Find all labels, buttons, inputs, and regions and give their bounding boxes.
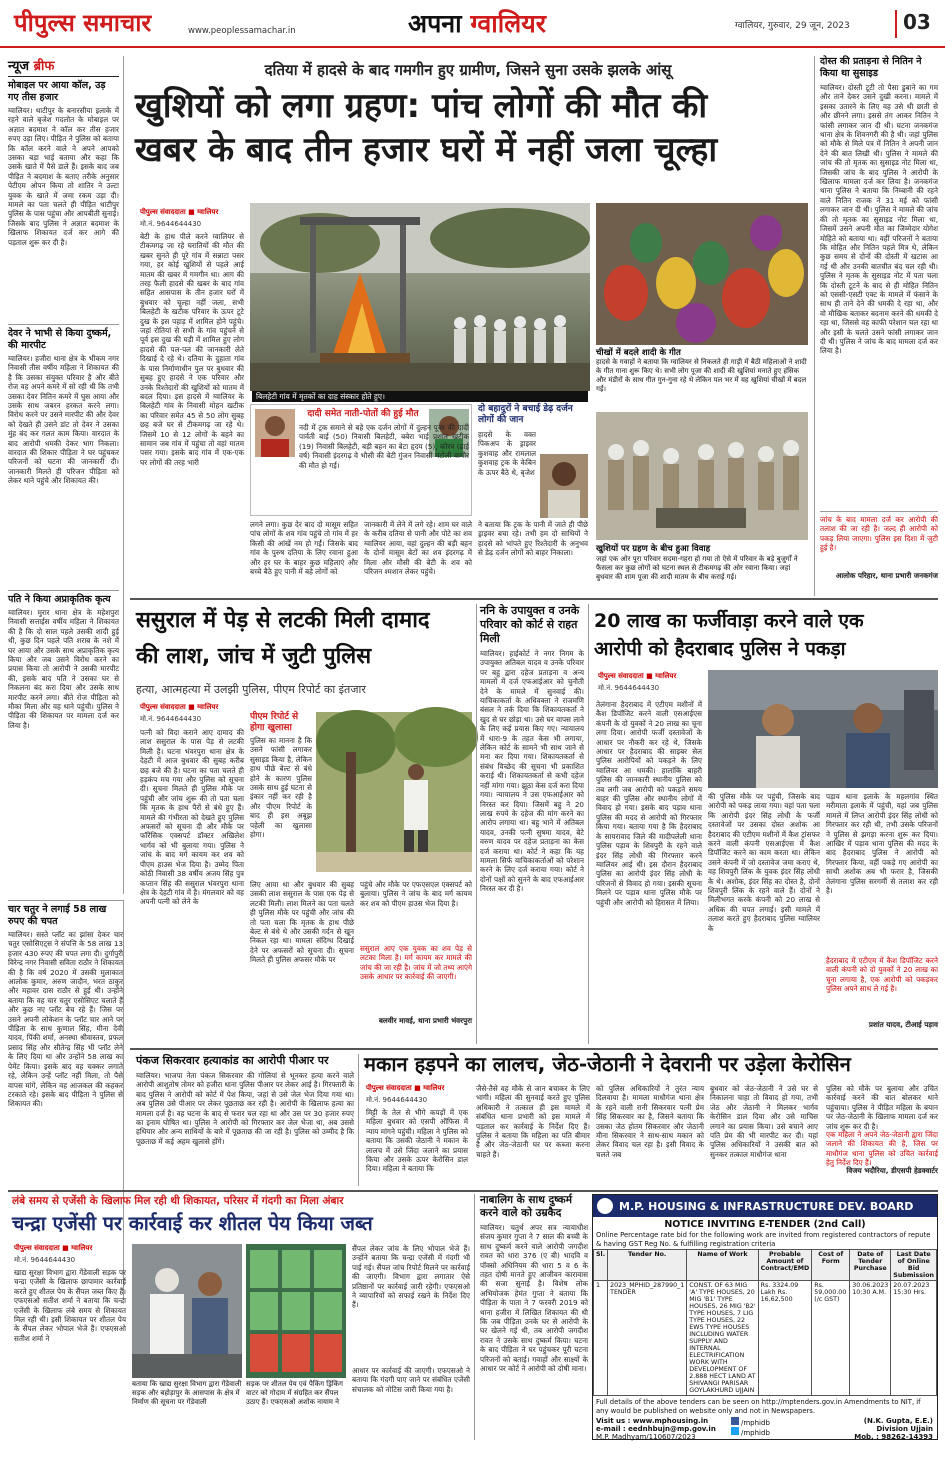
kerosene-body-col5: पुलिस को मौके पर बुलाया और उचित कार्रवाई करने की बात बोलकर थाने पहुंचाया। पुलिस ने पीड़ित महिला के बयान पर जेठ-जेठानी के खिलाफ मामला दर्ज कर जांच शुरू कर दी है। bbox=[826, 1084, 938, 1131]
officer-name: (N.K. Gupta, E.E.) bbox=[863, 1417, 933, 1425]
fraud-mobile: मो.नं. 9644644430 bbox=[598, 684, 660, 692]
wedding-women-caption-head: चीखों में बदले शादी के गीत bbox=[596, 348, 681, 358]
news-brief-label bbox=[8, 56, 119, 77]
fraud-quote-text: हैदराबाद में एटीएम में कैश डिपॉजिट करने वाली कंपनी को दो युवकों ने 20 लाख का चूना लगाया है, एक आरोपी को पकड़कर पुलिस अपने साथ ले गई है। bbox=[826, 956, 938, 994]
tender-intro: Online Percentage rate bid for the following work are invited from registered contractors of repute & having GST Reg No. & fulfilling registration criteria bbox=[596, 1231, 931, 1248]
brief-item bbox=[8, 324, 119, 586]
fraud-body-col3: पड़ाव थाना इलाके के महलगांव स्थित मरीमाता इलाके में पहुंची, यहां जब पुलिस मामले में लिप्त आरोपी इंदर सिंह लोधी को गिरफ्तार कर रही थी, तभी उसके परिजनों ने पुलिस से झगड़ा करना शुरू कर दिया। आखिर में पड़ाव थाना पुलिस की मदद के बाद हैदराबाद पुलिस ने आरोपी को गिरफ्तार किया, वहीं पकड़े गए आरोपी का साथी अशोक अब भी फरार है, जिसकी तेलंगाना पुलिस सरगर्मी से तलाश कर रही है। bbox=[826, 792, 938, 896]
lead-headline-1: खुशियों को लगा ग्रहण: पांच लोगों की मौत की bbox=[135, 86, 708, 126]
horizontal-rule-1 bbox=[130, 598, 938, 600]
brief-item-4 bbox=[8, 900, 124, 1300]
agency-kicker: लंबे समय से एजेंसी के खिलाफ मिल रही थी शिकायत, परिसर में गंदगी का मिला अंबार bbox=[12, 1195, 344, 1207]
page-number: 03 bbox=[895, 10, 935, 38]
hanging-headline-2: की लाश, जांच में जुटी पुलिस bbox=[136, 644, 372, 669]
lead-byline: पीपुल्स संवाददाता ■ ग्वालियर bbox=[140, 208, 219, 216]
facebook-icon bbox=[731, 1417, 739, 1425]
brief-body: ग्वालियर। मुरार थाना क्षेत्र के महेशपुरा निवासी सत्ताईस वर्षीय महिला ने शिकायत की है कि दो साल पहले उसकी शादी हुई थी, कुछ दिन पहले पति शराब के नशे में घर आया और उसके साथ अप्राकृतिक कृत्य किया और जब उसने विरोध करने का प्रयास किया तो आरोपी ने उसकी मारपीट की, इसके बाद पति ने उसका घर से निकलना बंद करा दिया और उसके साथ मारपीट करने लगा। बीते रोज पीड़िता को मौका मिला और वह थाने पहुंची। पुलिस ने पीड़िता की शिकायत पर मामला दर्ज कर लिया है। bbox=[8, 608, 119, 730]
minor-rule bbox=[474, 1194, 475, 1440]
hanging-byline: पीपुल्स संवाददाता ■ ग्वालियर bbox=[140, 703, 219, 711]
cell-sl: 1 bbox=[594, 1281, 608, 1396]
fraud-quote-attribution: प्रशांत यादव, टीआई पड़ाव bbox=[868, 1020, 938, 1029]
cremation-scene-image bbox=[250, 203, 590, 391]
wedding-women-photo bbox=[596, 203, 808, 345]
officer-division: Division Ujjain bbox=[876, 1425, 933, 1433]
tender-notice-title: NOTICE INVITING E-TENDER (2nd Call) bbox=[664, 1219, 866, 1230]
kerosene-body-col3: को पुलिस अधिकारियों ने तुरंत न्याय दिलवाया है। मामला माधौगंज थाना क्षेत्र के रहने वाली रानी सिकरवार पत्नी प्रेम सिंह सिकरवार का है, जिसने बताया कि उसका जेठ होतम सिकरवार और जेठानी मीना सिकरवार ने साथ-साथ मकान को लेकर विवाद चल रहा है। इसी विवाद के चलते जब bbox=[596, 1084, 704, 1159]
arrest-photo bbox=[708, 670, 938, 788]
twitter-link[interactable] bbox=[731, 1427, 770, 1437]
hanging-quote-text: ससुराल आए एक युवक का शव पेड़ से लटका मिला है। मर्ग कायम कर मामले की जांच की जा रही है। जांच में जो तथ्य आएंगे उसके आधार पर कार्रवाई की जाएगी। bbox=[360, 944, 472, 982]
right-column-rule bbox=[814, 56, 815, 596]
grandmother-sidebar-body: नदी में ट्रक समाने से बहे एक दर्जन लोगों में दुल्हन पूजा की दादी पार्वती बाई (50) निवासी बिलहेटी, बबेरा भाई प्रशांत खटीक (19) निवासी बिलहेटी, बड़ी बहन का बेटा हृदय (5), कोरव (ढाई वर्ष) निवासी इंदरगढ़ वे भौसी की बेटी गुंजन निवासी मटोली बामौर की मौत हो गई। bbox=[299, 423, 469, 470]
grandmother-sidebar-headline: दादी समेत नाती-पोतों की हुई मौत bbox=[307, 409, 419, 419]
lead-headline-2: खबर के बाद तीन हजार घरों में नहीं जला चूल्हा bbox=[135, 130, 718, 170]
mourning-women-image bbox=[596, 203, 808, 345]
agency-photo-2 bbox=[246, 1244, 346, 1378]
tender-visit[interactable]: Visit us : www.mphousing.in bbox=[596, 1417, 709, 1425]
news-brief-column bbox=[8, 56, 124, 894]
lead-body-col1: बेटी के हाथ पीले करने ग्वालियर से टीकमगढ़ जा रहे घरातियों की मौत की खबर सुनते ही पूरे गांव में सन्नाटा पसर गया, हर कोई खुशियों से पहले आई मातम की खबर में गमगीन था। आग की तरह फैली हादसे की खबर के बाद गांव सहित आसपास के तीन हजार घरों में बुधवार को चूल्हा नहीं जला, सभी बिलहेटी के खटीक परिवार के ऊपर टूटे दुख के इस पहाड़ में शामिल होने पहुंचे। जहां रोतियां से सभी के गांव पहुंचने से पूर्व इस दुख की घड़ी में शामिल हुए लोग हादसे की पल-पल की जानकारी लेते दिखाई दे रहे थे। दतिया के दुहाता गांव के पास निर्माणाधीन पुल पर बुधवार की सुबह हुए हादसे ने एक परिवार और उनके रिश्तेदारों की खुशियों को मातम में बदल दिया। इस हादसे में ग्वालियर के बिलहेटी गांव के निवासी मोहन खटीक का परिवार समेत 45 से 50 लोग सुबह छह बजे घर से टीकमगढ़ जा रहे थे। जिसमें 10 से 12 लोगों के बहने का सामान जब गांव में पहुंचा तो वहां मातम पसर गया। इसके बाद गांव में एक-एक घर लोगों की तरह भारी bbox=[140, 232, 244, 467]
fraud-quote bbox=[826, 956, 938, 1044]
paper-name: पीपुल्स समाचार bbox=[14, 8, 152, 37]
friend-harassment-callout bbox=[820, 511, 938, 591]
col-header: Sl. bbox=[594, 1250, 608, 1281]
hanging-quote bbox=[360, 944, 472, 1044]
tender-board-banner bbox=[593, 1195, 937, 1217]
section-prefix: अपना bbox=[408, 9, 462, 38]
fraud-body-col1: तेलंगाना हैदराबाद में एटीएम मशीनों में कैश डिपॉजिट करने वाली एसआईएस कंपनी के दो युवकों ने 20 लाख का चूना लगा दिया। आरोपी फर्जी दस्तावेजों के आधार पर नौकरी कर रहे थे, जिसके आधार पर हैदराबाद की साइबर सेल पुलिस आरोपियों को पकड़ने के लिए ग्वालियर आ धमकी। हालांकि बाहरी पुलिस की जानकारी स्थानीय पुलिस को तब लगी जब आरोपी को पकड़ने समय बाहर की पुलिस और स्थानीय लोगों में विवाद हो गया। इसके बाद पड़ाव थाना पुलिस की मदद से आरोपी को गिरफ्तार किया गया। बताया गया है कि हैदराबाद के सायरावाद जिले की मादीपलेली थाना पुलिस पड़ाव के शिवपुरी के रहने वाले इंदर सिंह लोधी की गिरफ्तार करने ग्वालियर आई थी। इस दौरान हैदराबाद पुलिस का आरोपी इंदर सिंह लोधी के परिजनों से विवाद हो गया। इसकी सूचना मिलने पर पड़ाव थाना पुलिस मौके पर पहुंची और आरोपी को हिरासत में लिया। bbox=[596, 700, 702, 907]
brief-item bbox=[8, 80, 119, 320]
website[interactable]: www.peoplessamachar.in bbox=[188, 26, 296, 36]
col-header: Tender No. bbox=[608, 1250, 687, 1281]
agency-photo-1 bbox=[132, 1244, 242, 1378]
minor-headline: नाबालिग के साथ दुष्कर्म करने वाले को उम्रकैद bbox=[480, 1194, 572, 1219]
minor-body: ग्वालियर। चतुर्थ अपर सत्र न्यायाधीश संजय कुमार गुप्ता ने 7 साल की बच्ची के साथ दुष्कर्म करने वाले आरोपी जगदीश रावत को धारा 376 (ए बी) भादवि व पॉक्सो अधिनियम की धारा 5 व 6 के तहत दोषी मानते हुए आजीवन कारावास की सजा सुनाई है। विशेष लोक अभियोजक हेमंत गुप्ता ने बताया कि पीड़िता के पाता ने 7 फरवरी 2019 को थाना हजीरा में लिखित शिकायत की थी कि जब पीड़िता उनके घर से आरोपी के घर खेलने गई थी, तब आरोपी जगदीश रावत ने उसके साथ दुष्कर्म किया। घटना के बाद पीड़िता ने घर पहुंचकर पूरी घटना परिजनों को बताई। गवाहों और साक्ष्यों के आधार पर कोर्ट ने आरोपी को दोषी माना। bbox=[480, 1223, 588, 1374]
wedding-crowd-photo bbox=[596, 412, 808, 540]
tender-board-name: M.P. HOUSING & INFRASTRUCTURE DEV. BOARD bbox=[619, 1199, 914, 1213]
masthead bbox=[0, 0, 945, 48]
news-brief-label-a: न्यूज bbox=[8, 59, 30, 74]
agency-byline: पीपुल्स संवाददाता ■ ग्वालियर bbox=[14, 1244, 93, 1252]
brief-body: ग्वालियर। हजीरा थाना क्षेत्र के भीकम नगर निवासी तीस वर्षीय महिला ने शिकायत की है कि उसका संयुक्त परिवार है और बीते रोज वह अपने कमरे में सो रही थी कि तभी उसका देवर नितिन कमरे में घुस आया और उसके साथ जबरन हरकत करने लगा। विरोध करने पर उसने मारपीट की और देवर को देखते ही उसने डांट तो देवर ने उसका मुंह बंद कर गलत काम किया। वारदात के बाद आरोपी धमकी देकर भाग निकला। वारदात की शिकार पीड़िता ने घर पहुंचकर परिजनों को घटना की जानकारी दी। जानकारी मिलते ही परिजन पीड़िता को लेकर थाने पहुंचे और शिकायत की। bbox=[8, 354, 119, 486]
friend-harassment-body: ग्वालियर। दोस्ती टूटी तो पैसा डुबाने का गम और ताने देकर उसने दुखी करना। मामले में इसका उतारने के लिए वह उसे थी छाती से और छीनने लगा। इससे तंग आकर नितिन ने फांसी लगाकर जान दी थी। घटना जनकगंज थाना क्षेत्र के शिवनगरी की है थी। जहां पुलिस को मौके से मिले पत्र में नितिन ने अपनी जान देने की बात लिखी थी। पुलिस ने मामले की जांच की तो मृतक का सुसाइड नोट मिला था, जिसकी जांच के बाद पुलिस ने आरोपी के खिलाफ मामला दर्ज कर लिया है। जनकगंज थाना पुलिस ने बताया कि निम्बानी की रहने वाले नितिन राजक ने 31 मई को फांसी लगाकर जान दी थी। पुलिस ने मामले की जांच की तो मृतक का सुसाइड नोट मिला था, जिसमें उसने अपनी मौत का जिम्मेदार योगेश मोहिते को बताया था। वहीं परिजनों ने बताया कि मोहित और नितिन पहले मित्र थे, लेकिन कुछ समय से दोनों की दोस्ती में खटास आ गई थी और उनकी बातचीत बंद चल रही थी। पुलिस ने मृतक के सुसाइड नोट में पता चला कि दोस्ती टूटने के बाद से ही मोहित नितिन को एससी-एसटी एक्ट के मामले में फंसाने के साथ ही ताने देने की धमकी दे रहा था, और वो मौखिक बताकर बदनाम करने की धमकी दे रहा था, जिससे वह काफी परेशान चल रहा था और इसी के चलते उसने फांसी लगाकर जान दी थी। पुलिस ने जांच के बाद मामला दर्ज कर लिया है। bbox=[820, 83, 938, 356]
friend-harassment-headline: दोस्त की प्रताड़ना से नितिन ने किया था सुसाइड bbox=[820, 56, 922, 79]
brief-headline: देवर ने भाभी से किया दुष्कर्म, की मारपीट bbox=[8, 328, 112, 351]
hanging-body-col2: लिए आया था और बुधवार की सुबह उसकी लाश ससुराल के पास एक पेड़ से लटकी मिली। लाश मिलने का पता चलते ही पुलिस मौके पर पहुंची और जांच की तो पता चला कि मृतक के हाथ पीछे बेल्ट से बंधे थे और उसकी गर्दन से खून निकल रहा था। मामला संदिग्ध दिखाई देने पर अफसरों को सूचना दी। सूचना मिलते ही पुलिस अफसर मौके पर bbox=[250, 880, 354, 965]
brave-sidebar-sidetext: हादसे के वक्त पिकअप के ड्राइवर कुशवाह और रामलाल कुशवाह ट्रक के केबिन के ऊपर बैठे थे, बृजेश bbox=[478, 430, 536, 477]
agency-mobile: मो.नं. 9644644430 bbox=[14, 1256, 76, 1264]
pankaj-rule bbox=[358, 1054, 359, 1186]
hanging-body-col3: पहुंचे और मौके पर एफएसएल एक्सपर्ट को बुलाया। पुलिस ने जांच के बाद मर्ग कायम कर शव को पीएम हाउस भेज दिया है। bbox=[360, 880, 472, 908]
hanging-subhead: हत्या, आत्महत्या में उलझी पुलिस, पीएम रिपोर्ट का इंतजार bbox=[136, 683, 366, 696]
facebook-link[interactable] bbox=[731, 1417, 770, 1427]
tender-social bbox=[731, 1417, 770, 1437]
nani-body: ग्वालियर। हाईकोर्ट ने नगर निगम के उपायुक्त अतिबल यादव व उनके परिवार पर बहु द्वारा दहेज प्रताड़ना व अन्य मामलों में दर्ज एफआईआर को चुनौती देने के मामले में सुनवाई की। याचिकाकर्ता के अधिवक्ता ने राजमणि बंसल ने तर्क दिया कि शिकायतकर्ता ने खुद से घर छोड़ा था। उसे घर वापस लाने के लिए कई प्रयास किए गए। न्यायालय में धारा-9 के तहत केस भी लगाया, लेकिन कोर्ट के सामने भी साथ जाने से मना कर दिया गया। शिकायतकर्ता से संबंध विच्छेद की सूचना भी प्रकाशित कराई थी। शिकायतकर्ता से कभी दहेज नहीं मांगा गया। झूठा केस दर्ज करा दिया गया। न्यायालय ने उस एफआईआर को निरस्त कर दिया। जिसमें बहु ने 20 लाख रुपये के दहेज की मांग करने का आरोप लगाया था। बहु भाने में अतिबल यादव, उनकी पत्नी सुषमा यादव, बेटे वरुण यादव पर दहेज प्रताड़ना का केस दर्ज कराया था। कोर्ट ने कहा कि यह मामला सिर्फ याचिकाकर्ताओं को परेशान करने के लिए दर्ज कराया गया। कोर्ट ने दोनों पक्षों को सुनने के बाद एफआईआर निरस्त कर दी है। bbox=[480, 649, 584, 894]
brave-sidebar-body: ने बताया कि ट्रक के पानी में जाते ही पीछे ड्राइवर बचा रहे। तभी हम दो साथियों ने हादसे को भांपते हुए रिश्तेदारी के अनुभव से डेढ़ दर्जन लोगों को बाहर निकाला। bbox=[478, 520, 588, 558]
brave-sidebar bbox=[478, 404, 590, 586]
agency-body-col2: सैंपल लेकर जांच के लिए भोपाल भेजे हैं। उन्होंने बताया कि चन्द्रा एजेंसी में गंदगी भी पाई गई। सैंपल जांच रिपोर्ट मिलने पर कार्रवाई की जाएगी। विभाग द्वारा लगातार ऐसे प्रतिष्ठानों पर कार्रवाई जारी रहेगी। एफएसओ ने व्यापारियों को सफाई रखने के निर्देश दिए हैं। bbox=[352, 1244, 470, 1310]
grandmother-sidebar bbox=[250, 404, 472, 516]
twitter-icon bbox=[731, 1427, 739, 1435]
brief-headline: मोबाइल पर आया कॉल, उड़ गए तीस हजार bbox=[8, 80, 106, 103]
hanging-headline-1: ससुराल में पेड़ से लटकी मिली दामाद bbox=[136, 608, 430, 633]
cell-form-cost: Rs. 59,000.00 (/c GST) bbox=[812, 1281, 850, 1396]
horizontal-rule-3 bbox=[8, 1190, 938, 1192]
kerosene-body-col1: मिट्टी के तेल से भीगे कपड़ों में एक महिला बुधवार को एसपी ऑफिस में न्याय मांगने पहुंची। महिला ने पुलिस को बताया कि उसकी जेठानी ने मकान के लालच में उसे जिंदा जलाने का प्रयास किया और उसके ऊपर केरोसिन डाल दिया। महिला ने बताया कि bbox=[366, 1108, 468, 1174]
lead-body-col3: जानकारी में लेने में लगे रहे। शाम घर वाले के करीब दतिया से पानी और पोटे का शव ग्वालियर आया, वहां दुल्हन की बड़ी बहन के दोनों मासूम बेटों का शव इंदरगढ़ में मिला और मौसी की बेटी के शव को परिजन श्मशान लेकर पहुंचे। bbox=[364, 520, 472, 577]
col-header: Last Date of Online Bid Submission bbox=[891, 1250, 937, 1281]
pm-report-headline: पीएम रिपोर्ट से होगा खुलासा bbox=[250, 712, 299, 733]
kerosene-quote-text: एक महिला ने अपने जेठ-जेठानी द्वारा जिंदा जलाने की शिकायत की है, जिस पर माधौगंज थाना पुलिस को उचित कार्रवाई हेतु निर्देश दिए हैं। bbox=[826, 1130, 938, 1168]
fraud-headline-2: आरोपी को हैदराबाद पुलिस ने पकड़ा bbox=[594, 638, 846, 660]
fraud-headline-1: 20 लाख का फर्जीवाड़ा करने वाले एक bbox=[594, 610, 864, 632]
brief-headline: पति ने किया अप्राकृतिक कृत्य bbox=[8, 594, 111, 605]
section-city: ग्वालियर bbox=[470, 9, 546, 38]
agency-body-col3: आधार पर कार्रवाई की जाएगी। एफएसओ ने बताया कि गंदगी पाए जाने पर संबंधित एजेंसी संचालक को नोटिस जारी किया गया है। bbox=[352, 1366, 470, 1394]
fraud-body-col2: की पुलिस मौके पर पहुंची, जिसके बाद आरोपी को पकड़ लाया गया। वहां पता चला कि आरोपी इंदर सिंह लोधी के फर्जी दस्तावेजों पर उसका दोस्त अशोक आ हैदराबाद की एटीएम मशीनों में कैश ट्रांसफर करने वाली कंपनी एसआईएस में कैश डिपॉजिट करने का काम करता था। लेकिन उसने कंपनी में जो दस्तावेज जमा कराए थे, वह शिवपुरी लिंक के युवक इंदर सिंह लोधी के थे। अशोक, इंदर सिंह का दोस्त है, दोनों शिवपुरी लिंक के रहने वाले हैं। दोनों ने मिलीभगत करके कंपनी को 20 लाख से अधिक की चपत लगाई। इसी मामले में तलाश करते हुए हैदराबाद पुलिस ग्वालियर के bbox=[708, 792, 820, 933]
cell-amount: Rs. 3324.09 Lakh Rs. 16,62,500 bbox=[758, 1281, 812, 1396]
callout-text: जांच के बाद मामला दर्ज कर आरोपी की तलाश की जा रही है। जल्द ही आरोपी को पकड़ लिया जाएगा। पुलिस इस दिशा में जुटी हुई है। bbox=[820, 515, 938, 553]
tender-ref: M.P. Madhyam/110607/2023 bbox=[596, 1433, 696, 1441]
tree-scene-image bbox=[316, 712, 472, 872]
lead-mobile: मो.नं. 9644644430 bbox=[140, 220, 202, 228]
tender-officer bbox=[854, 1417, 933, 1441]
cell-purchase-date: 30.06.2023 10:30 A.M. bbox=[850, 1281, 891, 1396]
nani-headline: ननि के उपायुक्त व उनके परिवार को कोर्ट से राहत मिली bbox=[480, 604, 580, 645]
agency-photo-caption-1: बताया कि खाद्य सुरक्षा विभाग द्वारा गेंडेवाली सड़क और बहोड़ापुर के आसपास के क्षेत्र में निर्माण की सूचना पर गेंडेवाली bbox=[132, 1380, 242, 1406]
section-title bbox=[408, 6, 546, 40]
cell-tender-no: 2023_MPHID_287990_1 TENDER bbox=[608, 1281, 687, 1396]
tender-email[interactable]: e-mail : eednhbujn@mp.gov.in bbox=[596, 1425, 716, 1433]
brave-sidebar-headline: दो बहादुरों ने बचाई डेढ़ दर्जन लोगों की जान bbox=[478, 404, 573, 425]
police-vehicle-image bbox=[708, 670, 938, 788]
hanging-mobile: मो.नं. 9644644430 bbox=[140, 715, 202, 723]
table-row bbox=[594, 1281, 937, 1396]
tender-ad bbox=[592, 1194, 938, 1440]
rescuer-photo bbox=[540, 454, 588, 518]
fraud-byline: पीपुल्स संवाददाता ■ ग्वालियर bbox=[598, 672, 677, 680]
lead-kicker: दतिया में हादसे के बाद गमगीन हुए ग्रामीण, जिसने सुना उसके झलके आंसू bbox=[264, 61, 672, 79]
kerosene-body-col2: जैसे-तैसे वह मौके से जान बचाकर के लिए भागी। महिला की सुनवाई करते हुए पुलिस अधिकारी ने तत्काल ही इस मामले में संबंधित थाना प्रभारी को इस मामले में पड़ताल कर कार्रवाई के निर्देश दिए हैं। पुलिस ने बताया कि महिला का पति बीमार है और जेठ-जेठानी घर पर कब्जा करना चाहते हैं। bbox=[476, 1084, 590, 1159]
kerosene-quote-attribution: विजय भदौरिया, डीएसपी हेडक्वार्टर bbox=[846, 1166, 938, 1175]
wedding-crowd-caption: जहां एक ओर पूरा परिवार सदमा-गहरा हो गया तो ऐसे में परिवार के बड़े बुजुर्गों ने फैसला कर कुछ लोगों को घटना स्थल से टीकमगढ़ की ओर रवाना किया। जहां बुधवार की शाम पूजा की शादी मातम के बीच कराई गई। bbox=[596, 555, 798, 581]
tree-scene-photo bbox=[316, 712, 472, 872]
agency-headline: चन्द्रा एजेंसी पर कार्रवाई कर शीतल पेय किया जब्त bbox=[12, 1212, 373, 1235]
beverage-stock-image bbox=[246, 1244, 346, 1378]
pm-report-body: पुलिस का मानना है कि उसने फांसी लगाकर सुसाइड किया है, लेकिन हाथ पीछे बेल्ट से बंधे होने के कारण पुलिस उसके साथ हुई घटना से इंकार नहीं कर रही है और पीएम रिपोर्ट के बाद ही इस अबूझ पहेली का खुलासा होगा। bbox=[250, 736, 312, 840]
nani-rule-left bbox=[476, 604, 477, 1044]
wedding-crowd-image bbox=[596, 412, 808, 540]
news-brief-label-b: ब्रीफ bbox=[33, 59, 55, 74]
victim-photo-1 bbox=[255, 409, 295, 457]
brief-body: ग्वालियर। थाटीपुर के बनारसीया इलाके में रहने वाले बृजेश गदलोत के मोबाइल पर अज्ञात बदमाश ने कॉल कर तीस हजार रुपए उड़ा लिए। पीड़ित ने पुलिस को बताया कि कॉल करने वाले ने अपने आपको उसका बड़ा भाई बताया और कहा कि उसके खाते में पैसे डाले हैं। इसके बाद जब पीड़ित ने बदमाश के बताए तरीके अनुसार पेटीएम ओपन किया तो शातिर ने उल्टा युवक के खाते में जमा रकम उड़ा दी। मामले का पता चलते ही पीड़ित थाटीपुर पुलिस के पास पहुंचा और आपबीती सुनाई। जिसके बाद पुलिस ने अज्ञात बदमाश के खिलाफ शिकायत दर्ज कर आगे की पड़ताल शुरू कर दी है। bbox=[8, 106, 119, 247]
brief-headline: चार चतुर ने लगाई 58 लाख रुपए की चपत bbox=[8, 904, 107, 927]
col-header: Name of Work bbox=[687, 1250, 758, 1281]
pankaj-headline: पंकज सिकरवार हत्याकांड का आरोपी पीआर पर bbox=[136, 1054, 329, 1067]
wedding-crowd-caption-head: खुशियों पर ग्रहण के बीच हुआ विवाह bbox=[596, 544, 711, 554]
cremation-photo bbox=[250, 203, 590, 391]
hanging-quote-attribution: बलवीर मावई, थाना प्रभारी भंवरपुरा bbox=[378, 1016, 472, 1025]
agency-body-col1: खाद्य सुरक्षा विभाग द्वारा गेंडेवाली सड़क पर चन्द्रा एजेंसी के खिलाफ छापामार कार्रवाई करते हुए शीतल पेय के सैंपल जब्त किए हैं। एफएसओ सतीश शर्मा ने बताया कि चन्द्रा एजेंसी के खिलाफ लंबे समय से शिकायत मिल रही थी। इसी शिकायत पर शीतल पेय के सैंपल लेकर भोपाल भेजे हैं। एफएसओ सतीश शर्मा ने bbox=[14, 1268, 126, 1343]
pankaj-story bbox=[136, 1054, 354, 1186]
pankaj-body: ग्वालियर। भाजपा नेता पंकज सिकरवार की गोलियां से भूनकर हत्या करने वाले आरोपी आशुतोष तोमर को हजीरा थाना पुलिस पीआर पर लेकर आई है। गिरफ्तारी के बाद पुलिस ने आरोपी को कोर्ट में पेश किया, जहां से उसे जेल भेज दिया गया था। अब पुलिस उसे पीआर पर लेकर पूछताछ कर रही है। आरोपी के खिलाफ हत्या का मामला दर्ज है। वह घटना के बाद से फरार चल रहा था और उस पर 30 हजार रुपए का इनाम घोषित था। पुलिस ने आरोपी को गिरफ्तार कर जेल भेजा था, अब उससे हथियार और अन्य साथियों के बारे में पूछताछ की जा रही है। पुलिस को उम्मीद है कि पूछताछ में कई अहम खुलासे होंगे। bbox=[136, 1071, 354, 1146]
brief-body: ग्वालियर। सस्ते प्लॉट का झांसा देकर चार चतुर एसोसिएट्स ने संपत्ति के 58 लाख 13 हजार 430 रुपए की चपत लगा दी। दुर्गापुरी विरेन्द्र नगर निवासी सविता राठौर ने शिकायत की है कि वर्ष 2020 में उसकी मुलाकात आलोक कुमार, अरुण जादौन, भरत ठाकुर और महावर दास राठौर से हुई थी। उन्होंने बताया कि वह चार चतुर एसोसिएट चलाते हैं और कुछ नए प्लॉट बेच रहे हैं। जिस पर उसने अपनी लोकेशन के प्लॉट चार आने पर पीड़िता के साथ कुणाल सिंह, मीना देवी यादव, पिंकी शर्मा, अनस्था श्रीवास्तव, प्रफल प्रसाद सिंह और सीतेन्द्र सिंह भी प्लॉट लेने के लिए दिया था और उन्होंने 58 लाख का पेमेंट किया। इसके बाद वह चक्कर लगाते रहे, लेकिन उन्हें प्लॉट नहीं मिला, तो पैसे वापस मांगे, लेकिन वह आजकल की कहकर टरकाते रहे। इसके बाद पीड़िता ने पुलिस से शिकायत की। bbox=[8, 930, 123, 1109]
kerosene-body-col4: बुधवार को जेठ-जेठानी ने उसे घर से निकालना चाहा तो विवाद हो गया, तभी जेठ और जेठानी ने मिलकर भार्गव केरोसिन डाल दिया और उसे माचिस लगाने का प्रयास किया। उसे बचाने आए पति प्रेम की भी मारपीट कर दी। यहां पुलिस अधिकारियों ने उसकी बात को सुनकर तत्काल माधौगंज थाना bbox=[710, 1084, 818, 1159]
friend-harassment-story bbox=[820, 56, 938, 596]
agency-photo-caption-2: सड़क पर शीतल पेय एवं पैकिंग ड्रिंकिंग वाटर को गोदाम में संग्रहित कर सैंपल उठाए हैं। एफएसओ अशोक नायाम ने bbox=[246, 1380, 343, 1406]
tender-contact bbox=[593, 1417, 937, 1461]
wedding-women-caption: हादसे के गवाहों ने बताया कि ग्वालियर से निकलते ही गाड़ी में बैठी महिलाओं ने शादी के गीत गाना शुरू किए थे। सभी लोग पूजा की शादी की खुशियां मनाते हुए हंसिक और मंडीरों के साथ गीत गुन-गुना रहे थे लेकिन पल भर में यह खुशियां चीखों में बदल गईं। bbox=[596, 358, 807, 393]
board-logo-icon bbox=[597, 1198, 613, 1214]
col-header: Date of Tender Purchase bbox=[850, 1250, 891, 1281]
lead-body-col2: लगने लगा। कुछ देर बाद दो मासूम सहित पांच लोगों के शव गांव पहुंचे तो गांव में हर किसी की आंखें नम हो गईं। जिसके बाद गांव के पुरुष दतिया के लिए रवाना हुआ और हर घर के बाहर कुछ महिलाएं और बच्चे बैठे हुए पानी में बहे लोगों को bbox=[250, 520, 358, 577]
cell-work: CONST. OF 63 MIG 'A' TYPE HOUSES, 20 MIG 'B1' TYPE HOUSES, 26 MIG 'B2' TYPE HOUSES, 7 LIG TYPE HOUSES, 22 EWS TYPE HOUSES INCLUDING WATER SUPPLY AND INTERNAL ELECTRIFICATION WORK WITH DEVELOPMENT OF 2.888 HECT LAND AT SHIVANGI PARISAR GOYLAKHURD UJJAIN bbox=[687, 1281, 758, 1396]
col-header: Probable Amount of Contract/EMD bbox=[758, 1250, 812, 1281]
kerosene-byline: पीपुल्स संवाददाता ■ ग्वालियर bbox=[366, 1084, 445, 1092]
kerosene-right bbox=[826, 1084, 938, 1186]
col-header: Cost of Form bbox=[812, 1250, 850, 1281]
brief-item bbox=[8, 590, 119, 802]
pm-report-sidebar bbox=[250, 712, 312, 884]
callout-attribution: आलोक परिहार, थाना प्रभारी जनकगंज bbox=[835, 571, 938, 580]
officer-mobile: Mob. : 98262-14393 bbox=[854, 1433, 933, 1441]
tender-table bbox=[593, 1249, 937, 1396]
cremation-photo-caption: बिलहेटी गांव में मृतकों का दाह संस्कार होते हुए। bbox=[252, 391, 588, 402]
hanging-body-col1: पत्नी को विदा कराने आए दामाद की लाश ससुराल के पास पेड़ से लटकी मिली है। घटना भंवरपुरा थाना क्षेत्र के देहटी में आज बुधवार की सुबह करीब छह बजे की है। घटना का पता चलते ही हड़कंप मच गया और पुलिस को सूचना दी। सूचना मिलते ही पुलिस मौके पर पहुंची और जांच शुरू की तो पता चला कि मृतक के हाथ पैरों से बंधे हुए हैं। मामले की गंभीरता को देखते हुए पुलिस अफसरों को सूचना दी और मौके पर फॉरेंसिक एक्सपर्ट डॉक्टर अखिलेश भार्गव को भी बुलाया गया। पुलिस ने जांच के बाद मर्ग कायम कर शव को पीएम हाउस भेज दिया है। उम्मेद पिता कोठी निवासी 38 वर्षीय अजय सिंह पुत्र कप्तान सिंह की ससुराल भंवरपुरा थाना क्षेत्र के देहटी गांव में है। मंगलवार को वह अपनी पत्नी को लेने के bbox=[140, 728, 244, 907]
inspection-officials-image bbox=[132, 1244, 242, 1378]
kerosene-mobile: मो.नं. 9644644430 bbox=[366, 1096, 428, 1104]
tender-table-header bbox=[594, 1250, 937, 1281]
facebook-handle: /mphidb bbox=[741, 1419, 770, 1427]
nani-story bbox=[480, 604, 584, 1044]
tender-footer: Full details of the above tenders can be seen on http://mptenders.gov.in Amendments to NIT, if any would be published on website only and not in Newspapers. bbox=[596, 1398, 921, 1415]
twitter-handle: /mphidb bbox=[741, 1429, 770, 1437]
dateline: ग्वालियर, गुरुवार, 29 जून, 2023 bbox=[735, 21, 850, 31]
cell-last-date: 20.07.2023 15:30 Hrs. bbox=[891, 1281, 937, 1396]
minor-story bbox=[480, 1194, 588, 1440]
kerosene-headline: मकान हड़पने का लालच, जेठ-जेठानी ने देवरानी पर उड़ेला केरोसिन bbox=[364, 1052, 851, 1076]
nani-rule-right bbox=[588, 604, 589, 1044]
